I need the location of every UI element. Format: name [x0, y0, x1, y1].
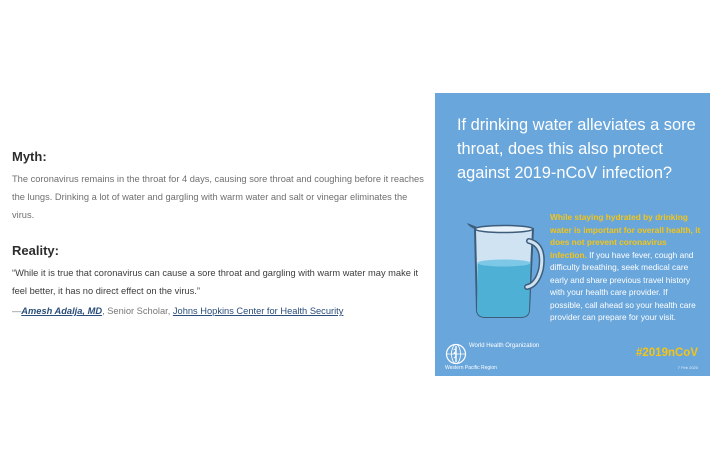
attribution-dash: — [12, 306, 22, 316]
card-date: 7 Feb 2020 [677, 365, 698, 370]
myth-text: The coronavirus remains in the throat for 4 days, causing sore throat and coughing before it reaches the lungs. Drinking a lot of water and gargling with warm water and salt or vinegar eliminates the virus. [12, 174, 424, 220]
card-question: If drinking water alleviates a sore throat, does this also protect against 2019-nCoV infection? [457, 116, 696, 182]
card-answer [550, 211, 702, 324]
myth-heading: Myth: [12, 149, 47, 164]
who-infographic-card [435, 93, 710, 376]
answer-rest: If you have fever, cough and difficulty breathing, seek medical care early and share previous travel history with your health care provider. If possible, call ahead so your health care provider can prepare for your visit. [550, 249, 696, 322]
who-emblem-icon [445, 343, 467, 365]
who-logo [445, 341, 565, 371]
answer-highlight: While staying hydrated by drinking water is important for overall health, it does not prevent coronavirus infection. [550, 212, 701, 260]
water-jug-icon [463, 215, 545, 321]
hashtag: #2019nCoV [635, 347, 698, 359]
reality-quote: “While it is true that coronavirus can cause a sore throat and gargling with warm water may make it feel better, it has no direct effect on the virus.” [12, 268, 419, 296]
reality-heading: Reality: [12, 243, 59, 258]
author-link[interactable]: Amesh Adalja, MD [21, 306, 103, 316]
organization-link[interactable]: Johns Hopkins Center for Health Security [172, 306, 344, 316]
author-role: , Senior Scholar, [102, 306, 173, 316]
who-region: Western Pacific Region [445, 365, 497, 371]
quote-attribution [12, 306, 343, 316]
who-name: World Health Organization [469, 343, 540, 349]
